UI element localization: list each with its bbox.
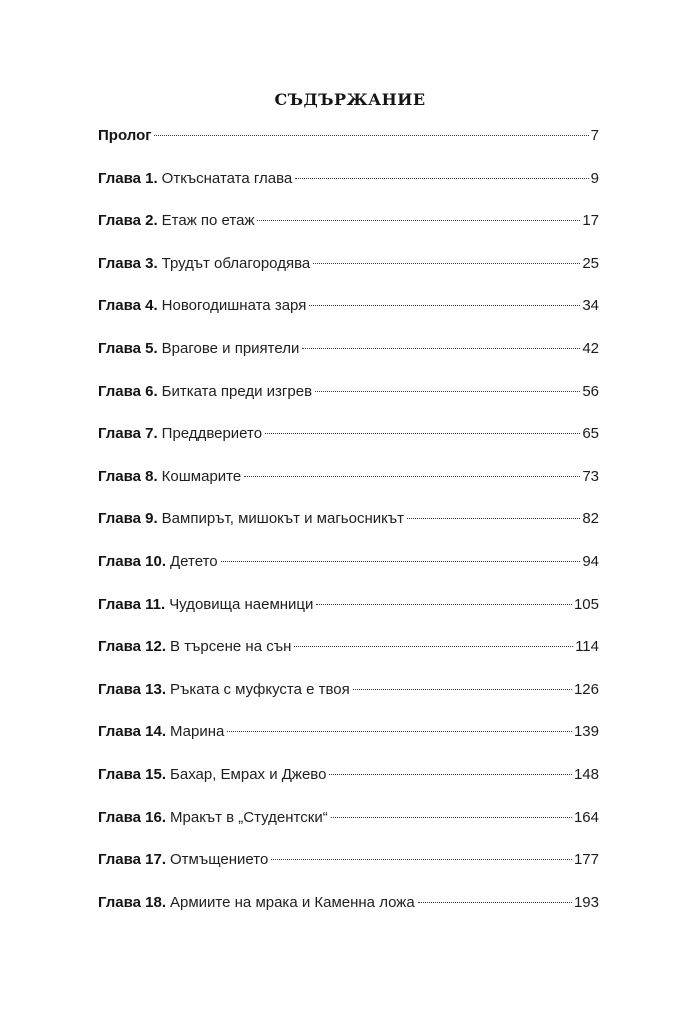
toc-entry-chapter-7 bbox=[98, 425, 599, 468]
toc-chapter-title: Новогодишната заря bbox=[161, 297, 307, 315]
toc-chapter-title: Чудовища наемници bbox=[169, 595, 314, 613]
toc-entry-chapter-13 bbox=[98, 681, 599, 724]
toc-leader-dots bbox=[221, 561, 581, 562]
toc-chapter-label: Глава 8. bbox=[98, 467, 158, 485]
toc-chapter-title: Бахар, Емрах и Джево bbox=[170, 765, 327, 783]
toc-chapter-label: Глава 9. bbox=[98, 510, 158, 528]
toc-chapter-label: Глава 16. bbox=[98, 808, 167, 826]
toc-page-number: 193 bbox=[573, 893, 599, 911]
toc-page-number: 65 bbox=[582, 425, 599, 443]
toc-chapter-title: Откъснатата глава bbox=[161, 169, 293, 187]
toc-leader-dots bbox=[331, 817, 572, 818]
toc-leader-dots bbox=[271, 859, 572, 860]
toc-chapter-label: Глава 14. bbox=[98, 723, 167, 741]
toc-page-number: 126 bbox=[573, 680, 599, 698]
toc-entry-chapter-15 bbox=[98, 766, 599, 809]
toc-page-number: 114 bbox=[575, 638, 599, 656]
toc-chapter-title: Преддверието bbox=[161, 425, 263, 443]
toc-chapter-title: Армиите на мрака и Каменна ложа bbox=[170, 893, 415, 911]
toc-leader-dots bbox=[315, 391, 580, 392]
toc-page-number: 148 bbox=[573, 765, 599, 783]
toc-entry-chapter-4 bbox=[98, 297, 599, 340]
toc-page-number: 164 bbox=[573, 808, 599, 826]
toc-chapter-label: Глава 5. bbox=[98, 339, 158, 357]
toc-chapter-title: Етаж по етаж bbox=[161, 212, 255, 230]
toc-leader-dots bbox=[154, 135, 588, 136]
toc-leader-dots bbox=[295, 178, 588, 179]
toc-chapter-title: Детето bbox=[170, 552, 218, 570]
toc-page-number: 42 bbox=[582, 339, 599, 357]
toc-page-number: 17 bbox=[582, 212, 599, 230]
toc-page-number: 56 bbox=[582, 382, 599, 400]
toc-leader-dots bbox=[257, 220, 580, 221]
toc-chapter-label: Пролог bbox=[98, 127, 152, 144]
toc-entry-chapter-5 bbox=[98, 340, 599, 383]
toc-heading: СЪДЪРЖАНИЕ bbox=[274, 90, 426, 109]
toc-leader-dots bbox=[244, 476, 580, 477]
toc-chapter-label: Глава 3. bbox=[98, 254, 158, 272]
toc-leader-dots bbox=[418, 902, 572, 903]
toc-entry-chapter-3 bbox=[98, 255, 599, 298]
toc-entry-chapter-1 bbox=[98, 170, 599, 213]
toc-leader-dots bbox=[353, 689, 572, 690]
toc-chapter-title: Врагове и приятели bbox=[161, 339, 300, 357]
toc-chapter-label: Глава 11. bbox=[98, 595, 166, 613]
toc-leader-dots bbox=[329, 774, 572, 775]
toc-page-number: 25 bbox=[582, 254, 599, 272]
toc-leader-dots bbox=[227, 731, 572, 732]
toc-chapter-title: В търсене на сън bbox=[170, 638, 292, 656]
toc-entry-chapter-16 bbox=[98, 809, 599, 852]
toc-leader-dots bbox=[294, 646, 573, 647]
toc-leader-dots bbox=[309, 305, 580, 306]
toc-entry-chapter-6 bbox=[98, 383, 599, 426]
toc-chapter-label: Глава 7. bbox=[98, 425, 158, 443]
toc-entry-chapter-18 bbox=[98, 894, 599, 937]
toc-page-number: 139 bbox=[573, 723, 599, 741]
toc-chapter-title: Вампирът, мишокът и магьосникът bbox=[161, 510, 404, 528]
toc-leader-dots bbox=[302, 348, 580, 349]
toc-chapter-title: Ръката с муфкуста е твоя bbox=[170, 680, 350, 698]
toc-page-number: 34 bbox=[582, 297, 599, 315]
toc-page-number: 82 bbox=[582, 510, 599, 528]
toc-chapter-label: Глава 13. bbox=[98, 680, 167, 698]
toc-entry-chapter-17 bbox=[98, 851, 599, 894]
toc-entry-chapter-2 bbox=[98, 212, 599, 255]
toc-chapter-label: Глава 18. bbox=[98, 893, 167, 911]
toc-page-number: 9 bbox=[590, 169, 599, 187]
toc-entry-chapter-11 bbox=[98, 596, 599, 639]
toc-entry-chapter-8 bbox=[98, 468, 599, 511]
toc-entry-chapter-10 bbox=[98, 553, 599, 596]
toc-page-number: 177 bbox=[573, 851, 599, 869]
toc-list bbox=[98, 127, 599, 936]
toc-entry-chapter-9 bbox=[98, 510, 599, 553]
toc-leader-dots bbox=[313, 263, 580, 264]
toc-chapter-label: Глава 12. bbox=[98, 638, 167, 656]
toc-leader-dots bbox=[316, 604, 572, 605]
toc-entry-chapter-14 bbox=[98, 723, 599, 766]
toc-entry-prologue bbox=[98, 127, 599, 170]
toc-chapter-label: Глава 10. bbox=[98, 552, 167, 570]
toc-chapter-title: Трудът облагородява bbox=[161, 254, 311, 272]
toc-chapter-title: Кошмарите bbox=[161, 467, 242, 485]
toc-chapter-label: Глава 17. bbox=[98, 851, 167, 869]
toc-page-number: 7 bbox=[590, 127, 599, 144]
toc-chapter-label: Глава 6. bbox=[98, 382, 158, 400]
toc-chapter-title: Отмъщението bbox=[170, 851, 269, 869]
toc-page-number: 73 bbox=[582, 467, 599, 485]
toc-chapter-label: Глава 1. bbox=[98, 169, 158, 187]
toc-chapter-title: Мракът в „Студентски“ bbox=[170, 808, 328, 826]
toc-chapter-label: Глава 4. bbox=[98, 297, 158, 315]
toc-page-number: 105 bbox=[573, 595, 599, 613]
toc-leader-dots bbox=[407, 518, 580, 519]
toc-chapter-title: Марина bbox=[170, 723, 225, 741]
toc-page-number: 94 bbox=[582, 552, 599, 570]
toc-entry-chapter-12 bbox=[98, 638, 599, 681]
toc-chapter-title: Битката преди изгрев bbox=[161, 382, 313, 400]
toc-chapter-label: Глава 2. bbox=[98, 212, 158, 230]
toc-leader-dots bbox=[265, 433, 580, 434]
toc-chapter-label: Глава 15. bbox=[98, 765, 167, 783]
